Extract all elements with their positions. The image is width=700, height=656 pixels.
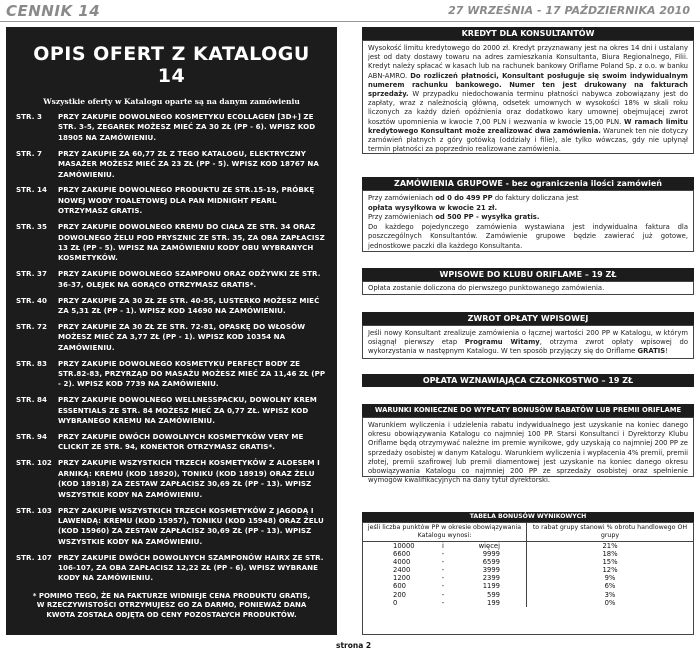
offer-item: [16, 296, 327, 317]
group-l3b: od 500 PP - wysyłka gratis.: [435, 213, 540, 222]
bonus-conditions-text: Warunkiem wyliczenia i udzielenia rabatu indywidualnego jest uzyskanie na koniec danego okresu obowiązywania Katalogu co najmniej 100 PP. Starsi Konsultanci i Dyrektorzy Klubu Oriflame będą otrzymywać należne im premie wynikowe, gdy uzyskają co najmniej 200 PP ze sprzedaży osobistej w danym Katalogu. Warunkiem wyliczenia i wypłacenia 4% premii, premii złotej, premii szafirowej lub premii diamentowej jest uzyskanie na koniec danego okresu obowiązywania Katalogu co najmniej 200 PP ze sprzedaży osobistej oraz spełnienie wymogów kwalifikacyjnych na dany tytuł dyrektorski.: [368, 421, 688, 485]
group-orders-box: [362, 190, 694, 252]
group-orders-title: ZAMÓWIENIA GRUPOWE - bez ograniczenia ilości zamówień: [362, 177, 694, 190]
refund-bold: Programu Witamy: [464, 338, 540, 347]
group-l1a: Przy zamówieniach: [368, 194, 436, 202]
points-from: 200: [393, 590, 406, 599]
points-separator: -: [441, 598, 445, 607]
offer-item: [16, 359, 327, 390]
header-divider: [0, 21, 700, 22]
rebate-percent: 0%: [604, 598, 616, 607]
credit-text-bold-1: Do rozliczeń płatności, Konsultant posługuje się swoim indywidualnym numerem rachunku bankowego. Numer ten jest drukowany na fakturach sprzedaży.: [368, 71, 688, 99]
credit-text-3: Warunek ten nie dotyczy zamówień płatnych z góry gotówką (oddziały i filie), ale tylko wówczas, gdy nie upłynął termin płatności za poprzednio realizowane zamówienia.: [368, 126, 688, 154]
offer-text: PRZY ZAKUPIE DOWOLNEGO WELLNESSPACKU, DOWOLNY KREM ESSENTIALS ZE STR. 84 MOŻESZ MIEĆ ZA 0,77 ZŁ. WPISZ KOD WYBRANEGO KREMU NA ZAMÓWIENIU.: [58, 395, 317, 426]
bonus-table-header: [363, 523, 693, 542]
credit-box: [362, 40, 694, 154]
table-row: [363, 591, 693, 599]
credit-text-bold-2: W ramach limitu kredytowego Konsultant może zrealizować dwa zamówienia.: [368, 117, 688, 135]
offer-page-code: STR. 72: [16, 321, 47, 331]
offer-page-code: STR. 84: [16, 395, 47, 405]
offer-text: PRZY ZAKUPIE WSZYSTKICH TRZECH KOSMETYKÓW Z ALOESEM I ARNIKĄ: KREMU (KOD 18920), TONIKU (KOD 18919) ORAZ ŻELU (KOD 18918) ZA ZESTAW ZAPŁACISZ 30,69 ZŁ (PP - 13). WPISZ WSZYSTKIE KODY NA ZAMÓWIENIU.: [58, 458, 320, 499]
page-number: strona 2: [336, 641, 372, 650]
offer-text: PRZY ZAKUPIE DOWOLNEGO KOSMETYKU PERFECT BODY ZE STR.82-83, PRZYRZĄD DO MASAŻU MOŻESZ MIEĆ ZA 11,46 ZŁ (PP - 2). WPISZ KOD 7739 NA ZAMÓWIENIU.: [58, 358, 326, 389]
rebate-percent: 21%: [602, 542, 618, 550]
entry-fee-text: Opłata zostanie doliczona do pierwszego punktowanego zamówienia.: [368, 284, 605, 292]
offer-text: PRZY ZAKUPIE ZA 30 ZŁ ZE STR. 72-81, OPASKĘ DO WŁOSÓW MOŻESZ MIEĆ ZA 3,77 ZŁ (PP - 1). WPISZ KOD 10354 NA ZAMÓWIENIU.: [58, 321, 306, 352]
offer-item: [16, 322, 327, 353]
offer-page-code: STR. 40: [16, 295, 47, 305]
offer-page-code: STR. 14: [16, 185, 47, 195]
offer-page-code: STR. 103: [16, 505, 52, 515]
offer-page-code: STR. 3: [16, 112, 42, 121]
group-l2: opłata wysyłkowa w kwocie 21 zł.: [368, 203, 498, 212]
rebate-percent: 15%: [602, 558, 618, 567]
points-from: 0: [393, 598, 398, 607]
points-from: 4000: [393, 558, 411, 567]
offer-item: [16, 269, 327, 290]
refund-bold-2: GRATIS: [637, 347, 666, 356]
offers-intro: Wszystkie oferty w Katalogu oparte są na danym zamówieniu: [43, 97, 300, 106]
points-from: 6600: [393, 550, 411, 559]
offer-page-code: STR. 7: [16, 148, 42, 158]
group-l1b: od 0 do 499 PP: [435, 194, 493, 202]
points-from: 10000: [393, 542, 415, 550]
offer-page-code: STR. 83: [16, 358, 47, 368]
offer-item: [16, 149, 327, 180]
renewal-fee-title: OPŁATA WZNAWIAJĄCA CZŁONKOSTWO – 19 ZŁ: [362, 374, 694, 387]
offers-title: OPIS OFERT Z KATALOGU 14: [33, 43, 310, 87]
rebate-percent: 3%: [604, 590, 616, 599]
offer-page-code: STR. 37: [16, 269, 47, 279]
table-row: [363, 566, 693, 574]
points-separator: -: [441, 574, 445, 583]
table-row: [363, 558, 693, 566]
refund-title: ZWROT OPŁATY WPISOWEJ: [362, 312, 694, 325]
rebate-percent: 6%: [604, 582, 616, 591]
refund-text-1: Jeśli nowy Konsultant zrealizuje zamówienia o łącznej wartości 200 PP w Katalogu, w którym osiągnął pierwszy etap: [368, 329, 688, 347]
points-to: więcej: [463, 542, 527, 550]
points-separator: -: [441, 550, 445, 559]
offer-text: PRZY ZAKUPIE DWÓCH DOWOLNYCH KOSMETYKÓW VERY ME CLICKIT ZE STR. 94, KONEKTOR OTRZYMASZ GRATIS*.: [58, 432, 304, 452]
offer-text: PRZY ZAKUPIE ZA 60,77 ZŁ Z TEGO KATALOGU, ELEKTRYCZNY MASAŻER MOŻESZ MIEĆ ZA 23 ZŁ (PP - 5). WPISZ KOD 18767 NA ZAMÓWIENIU.: [58, 148, 319, 179]
points-separator: -: [441, 582, 445, 591]
bonus-table-header-rate: to rabat grupy stanowi % obrotu handlowego OH grupy: [532, 524, 688, 539]
table-row: [363, 582, 693, 590]
bonus-table: [362, 522, 694, 635]
offer-text: PRZY ZAKUPIE WSZYSTKICH TRZECH KOSMETYKÓW Z JAGODĄ I LAWENDĄ: KREMU (KOD 15957), TONIKU (KOD 15948) ORAZ ŻELU (KOD 15960) ZA ZESTAW ZAPŁACISZ 30,69 ZŁ (PP - 13). WPISZ WSZYSTKIE KODY NA ZAMÓWIENIU.: [58, 505, 324, 546]
offer-text: PRZY ZAKUPIE DOWOLNEGO SZAMPONU ORAZ ODŻYWKI ZE STR. 36-37, OLEJEK NA GORĄCO OTRZYMASZ GRATIS*.: [58, 269, 321, 289]
group-line-1: [368, 194, 688, 204]
points-separator: i: [442, 542, 444, 550]
bonus-table-header-points: jeśli liczba punktów PP w okresie obowiązywania Katalogu wynosi:: [363, 523, 527, 541]
rebate-percent: 12%: [602, 566, 618, 575]
offer-list: [16, 112, 327, 584]
offer-item: [16, 458, 327, 500]
bonus-conditions-box: [362, 417, 694, 485]
offer-item: [16, 222, 327, 264]
offer-text: PRZY ZAKUPIE DOWOLNEGO PRODUKTU ZE STR.15-19, PRÓBKĘ NOWEJ WODY TOALETOWEJ DLA PAN MIDNIGHT PEARL OTRZYMASZ GRATIS.: [58, 185, 315, 216]
refund-end: !: [665, 347, 668, 356]
offer-item: [16, 395, 327, 426]
offer-page-code: STR. 94: [16, 432, 47, 442]
points-to: 9999: [463, 550, 527, 558]
group-line-2: [368, 204, 688, 214]
credit-title: KREDYT DLA KONSULTANTÓW: [362, 27, 694, 40]
group-l1c: do faktury doliczana jest: [492, 194, 579, 202]
page-header: [0, 0, 700, 22]
points-separator: -: [441, 566, 445, 575]
refund-box: [362, 325, 694, 359]
offer-text: PRZY ZAKUPIE DWÓCH DOWOLNYCH SZAMPONÓW HAIRX ZE STR. 106-107, ZA OBA ZAPŁACISZ 12,22 ZŁ (PP - 6). WPISZ WYBRANE KODY NA ZAMÓWIENIU.: [58, 552, 324, 583]
offer-item: [16, 553, 327, 584]
table-row: [363, 542, 693, 550]
group-line-3: [368, 213, 688, 223]
offer-page-code: STR. 107: [16, 552, 52, 562]
points-from: 600: [393, 582, 406, 591]
offer-text: PRZY ZAKUPIE DOWOLNEGO KREMU DO CIAŁA ZE STR. 34 ORAZ DOWOLNEGO ŻELU POD PRYSZNIC ZE STR. 35, ZA OBA ZAPŁACISZ 13 ZŁ (PP - 5). WPISZ NA ZAMÓWIENIU KODY OBU WYBRANYCH KOSMETYKÓW.: [58, 222, 325, 263]
points-to: 199: [463, 599, 527, 607]
offer-item: [16, 506, 327, 548]
points-to: 599: [463, 591, 527, 599]
points-separator: -: [441, 590, 445, 599]
points-to: 1199: [463, 582, 527, 590]
entry-fee-box: [362, 281, 694, 295]
offer-item: [16, 432, 327, 453]
points-to: 3999: [463, 566, 527, 574]
offer-item: [16, 112, 327, 143]
offer-text: PRZY ZAKUPIE ZA 30 ZŁ ZE STR. 40-55, LUSTERKO MOŻESZ MIEĆ ZA 5,31 ZŁ (PP - 1). WPISZ KOD 14690 NA ZAMÓWIENIU.: [58, 295, 320, 315]
table-row: [363, 574, 693, 582]
offer-page-code: STR. 35: [16, 222, 47, 232]
bonus-table-body: [363, 542, 693, 607]
catalog-offers-panel: [6, 27, 337, 635]
credit-text-2: W przypadku niedochowania terminu płatności nabywca zobowiązany jest do zapłaty, wraz z należnością główną, odsetek umownych w wysokości 18% w skali roku liczonych za każdy dzień opóźnienia oraz dodatkowo kary umownej obejmującej zwrot kosztów upomnienia w kwocie 7,00 PLN i wezwania w kwocie 15,00 PLN.: [368, 90, 688, 126]
points-to: 2399: [463, 574, 527, 582]
table-row: [363, 550, 693, 558]
entry-fee-title: WPISOWE DO KLUBU ORIFLAME – 19 ZŁ: [362, 268, 694, 281]
table-row: [363, 599, 693, 607]
offers-footnote: * POMIMO TEGO, ŻE NA FAKTURZE WIDNIEJE CENA PRODUKTU GRATIS, W RZECZYWISTOŚCI OTRZYMUJESZ GO ZA DARMO, PONIEWAŻ DANA KWOTA ZOSTAŁA ODJĘTA OD CENY POZOSTAŁYCH PRODUKTÓW.: [32, 591, 311, 620]
points-from: 1200: [393, 574, 411, 583]
rebate-percent: 18%: [602, 550, 618, 559]
refund-text-2: , otrzyma zwrot opłaty wpisowej do wykorzystania w następnym Katalogu. W ten sposób przyjączy się do Oriflame: [368, 338, 688, 356]
offer-item: [16, 185, 327, 216]
points-from: 2400: [393, 566, 411, 575]
bonus-conditions-title: WARUNKI KONIECZNE DO WYPŁATY BONUSÓW RABATÓW LUB PREMII ORIFLAME: [362, 404, 694, 417]
offer-text: PRZY ZAKUPIE DOWOLNEGO KOSMETYKU ECOLLAGEN [3D+] ZE STR. 3-5, ZEGAREK MOŻESZ MIEĆ ZA 30 ZŁ (PP - 6). WPISZ KOD 18905 NA ZAMÓWIENIU.: [58, 112, 316, 142]
points-to: 6599: [463, 558, 527, 566]
price-list-title: CENNIK 14: [6, 2, 101, 20]
points-separator: -: [441, 558, 445, 567]
rebate-percent: 9%: [604, 574, 616, 583]
offer-page-code: STR. 102: [16, 458, 52, 468]
date-range: 27 WRZEŚNIA - 17 PAŹDZIERNIKA 2010: [448, 4, 690, 17]
group-l3a: Przy zamówieniach: [368, 213, 436, 222]
group-l4: Do każdego pojedynczego zamówienia wystawiana jest indywidualna faktura dla poszczególnych Konsultantów. Zamówienie grupowe będzie zawierać już gotowe, jednostkowe paczki dla każdego Konsultanta.: [368, 222, 688, 250]
bonus-table-title: TABELA BONUSÓW WYNIKOWYCH: [362, 512, 694, 522]
credit-text-1: Wysokość limitu kredytowego do 2000 zł. Kredyt przyznawany jest na okres 14 dni i ustalany jest od daty dostawy towaru na adres zamieszkania Konsultanta, Biura Regionalnego, Filii. Kredyt należy spłacać w kasach lub na rachunek bankowy Oriflame Poland Sp. z o.o. w banku ABN-AMRO.: [368, 44, 688, 80]
